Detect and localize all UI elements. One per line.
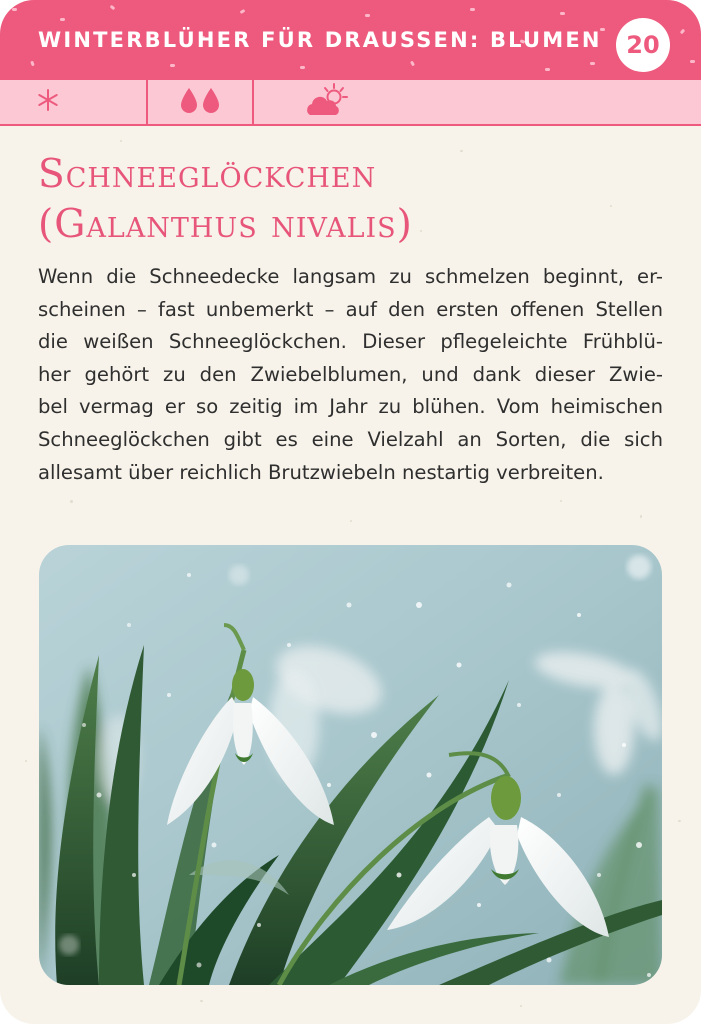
plant-latin-name: (Galanthus nivalis) bbox=[38, 202, 413, 247]
category-title: WINTERBLÜHER FÜR DRAUSSEN: BLUMEN bbox=[38, 28, 602, 52]
hardiness-cell bbox=[0, 80, 146, 124]
care-icon-strip bbox=[0, 80, 701, 126]
plant-common-name: Schneeglöckchen bbox=[38, 152, 377, 197]
plant-title bbox=[38, 150, 668, 250]
description-line: her gehört zu den Zwiebelblumen, und dank dieser Zwie- bbox=[38, 362, 663, 386]
light-cell bbox=[254, 80, 404, 124]
snowdrop-photo bbox=[39, 545, 662, 985]
water-drops-icon bbox=[177, 86, 223, 118]
description-line: die weißen Schneeglöckchen. Dieser pflegeleichte Frühblü- bbox=[38, 330, 663, 354]
sun-cloud-icon bbox=[306, 82, 348, 122]
snowflake-icon bbox=[36, 88, 60, 116]
card-header bbox=[0, 0, 701, 80]
plant-description bbox=[38, 261, 663, 489]
description-line: allesamt über reichlich Brutzwiebeln nestartig verbreiten. bbox=[38, 460, 604, 484]
card-number-badge: 20 bbox=[616, 18, 670, 72]
description-line: Wenn die Schneedecke langsam zu schmelzen beginnt, er- bbox=[38, 265, 663, 288]
description-line: bel vermag er so zeitig im Jahr zu blühen. Vom heimischen bbox=[38, 395, 663, 419]
description-line: scheinen – fast unbemerkt – auf den ersten offenen Stellen bbox=[38, 297, 663, 321]
water-cell bbox=[148, 80, 252, 124]
description-line: Schneeglöckchen gibt es eine Vielzahl an Sorten, die sich bbox=[38, 427, 663, 451]
